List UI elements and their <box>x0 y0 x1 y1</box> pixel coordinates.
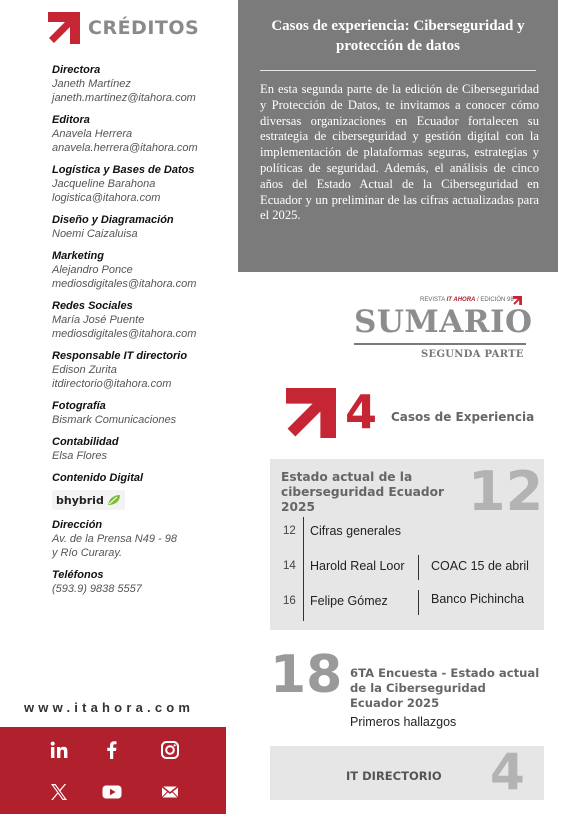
credit-editora <box>52 113 222 155</box>
phone-number: (593.9) 9838 5557 <box>52 583 142 595</box>
credit-role: Contabilidad <box>52 436 119 448</box>
intro-body: En esta segunda parte de la edición de Ciberseguridad y Protección de Datos, te invitamos a conocer cómo diversas organizaciones en Ecuador fortalecen su estrategia de ciberseguridad y gestión digital con la implementación de plataformas seguras, estrategias y políticas de seguridad. Además, el análisis de cinco años del Estado Actual de la Ciberseguridad en Ecuador y un preliminar de las cifras actualizadas para el 2025. <box>260 82 539 223</box>
estado-page-number[interactable]: 12 <box>468 460 544 523</box>
credit-contabilidad <box>52 435 222 463</box>
credit-name: Anavela Herrera <box>52 128 133 140</box>
credit-email[interactable]: logistica@itahora.com <box>52 192 161 204</box>
credit-role: Fotografía <box>52 400 106 412</box>
address-line: Av. de la Prensa N49 - 98 <box>52 533 177 545</box>
credit-role: Diseño y Diagramación <box>52 214 174 226</box>
brand-arrow-large-icon <box>286 388 336 438</box>
toc-row-page: 16 <box>283 595 296 607</box>
toc-row-divider <box>418 590 419 615</box>
toc-divider <box>303 517 304 621</box>
hybrid-partner-logo[interactable] <box>52 490 125 510</box>
encuesta-page-number[interactable]: 18 <box>270 645 343 705</box>
toc-row-title[interactable]: Harold Real Loor <box>310 559 405 573</box>
toc-row-company[interactable]: Banco Pichincha <box>431 592 525 606</box>
encuesta-subtitle: Primeros hallazgos <box>350 715 457 729</box>
credit-name: Bismark Comunicaciones <box>52 414 177 426</box>
credit-name: Alejandro Ponce <box>52 264 133 276</box>
estado-section <box>270 459 544 630</box>
it-directorio-label: IT DIRECTORIO <box>346 769 442 783</box>
credit-name: Elsa Flores <box>52 450 108 462</box>
credit-email[interactable]: mediosdigitales@itahora.com <box>52 278 197 290</box>
facebook-icon[interactable] <box>99 737 125 763</box>
it-directorio-section[interactable] <box>270 743 544 801</box>
it-directorio-page-number: 4 <box>490 743 525 801</box>
credit-role: Editora <box>52 114 90 126</box>
intro-panel <box>238 0 558 272</box>
credit-email[interactable]: anavela.herrera@itahora.com <box>52 142 198 154</box>
credit-name: Edison Zurita <box>52 364 117 376</box>
credit-email[interactable]: itdirectorio@itahora.com <box>52 378 172 390</box>
credit-direccion <box>52 518 222 560</box>
credit-name: Jacqueline Barahona <box>52 178 156 190</box>
credit-redes <box>52 299 222 341</box>
credit-role: Redes Sociales <box>52 300 133 312</box>
toc-row-title[interactable]: Cifras generales <box>310 524 402 538</box>
estado-title[interactable]: Estado actual de la ciberseguridad Ecuador 2025 <box>281 470 444 514</box>
website-link[interactable]: www.itahora.com <box>24 700 195 715</box>
credit-fotografia <box>52 399 222 427</box>
hybrid-logo-text: bhybrid <box>56 493 104 507</box>
credits-list <box>52 63 222 604</box>
credit-contenido-digital <box>52 471 222 510</box>
casos-page-number[interactable]: 4 <box>345 385 378 439</box>
encuesta-title[interactable]: 6TA Encuesta - Estado actual de la Ciberseguridad Ecuador 2025 <box>350 666 540 710</box>
credit-telefonos <box>52 568 222 596</box>
divider <box>260 70 536 71</box>
credit-role: Contenido Digital <box>52 472 144 484</box>
toc-row-company[interactable]: COAC 15 de abril <box>431 559 529 573</box>
credit-name: Janeth Martínez <box>52 78 131 90</box>
credit-it-directorio <box>52 349 222 391</box>
credit-marketing <box>52 249 222 291</box>
credit-email[interactable]: janeth.martinez@itahora.com <box>52 92 196 104</box>
sumario-title: SUMARIO <box>354 304 533 340</box>
credit-role: Directora <box>52 64 101 76</box>
credits-header <box>48 10 199 46</box>
toc-row-page: 14 <box>283 560 296 572</box>
sumario-divider <box>354 343 526 345</box>
sumario-subtitle: SEGUNDA PARTE <box>421 349 524 360</box>
social-bar <box>0 727 226 814</box>
address-line: y Río Curaray. <box>52 547 123 559</box>
credit-role: Dirección <box>52 519 103 531</box>
magazine-edition-label: REVISTA IT AHORA / EDICIÓN 98 <box>420 297 514 303</box>
instagram-icon[interactable] <box>157 737 183 763</box>
credit-role: Marketing <box>52 250 104 262</box>
credits-title: CRÉDITOS <box>88 17 200 39</box>
toc-row-page: 12 <box>283 525 296 537</box>
youtube-icon[interactable] <box>99 779 125 805</box>
toc-row-divider <box>418 555 419 580</box>
brand-arrow-logo-icon <box>48 12 80 44</box>
credits-column <box>0 0 226 814</box>
credit-name: María José Puente <box>52 314 145 326</box>
credit-name: Noemi Caizaluisa <box>52 228 138 240</box>
credit-email[interactable]: mediosdigitales@itahora.com <box>52 328 197 340</box>
email-icon[interactable] <box>157 779 183 805</box>
credit-role: Responsable IT directorio <box>52 350 188 362</box>
credit-diseno <box>52 213 222 241</box>
intro-title: Casos de experiencia: Ciberseguridad y protección de datos <box>271 18 525 54</box>
linkedin-icon[interactable] <box>46 737 72 763</box>
leaf-icon <box>107 494 121 506</box>
credit-role: Teléfonos <box>52 569 104 581</box>
x-icon[interactable] <box>46 779 72 805</box>
credit-logistica <box>52 163 222 205</box>
toc-row-title[interactable]: Felipe Gómez <box>310 594 388 608</box>
credit-directora <box>52 63 222 105</box>
credit-role: Logística y Bases de Datos <box>52 164 195 176</box>
casos-label[interactable]: Casos de Experiencia <box>391 410 535 424</box>
